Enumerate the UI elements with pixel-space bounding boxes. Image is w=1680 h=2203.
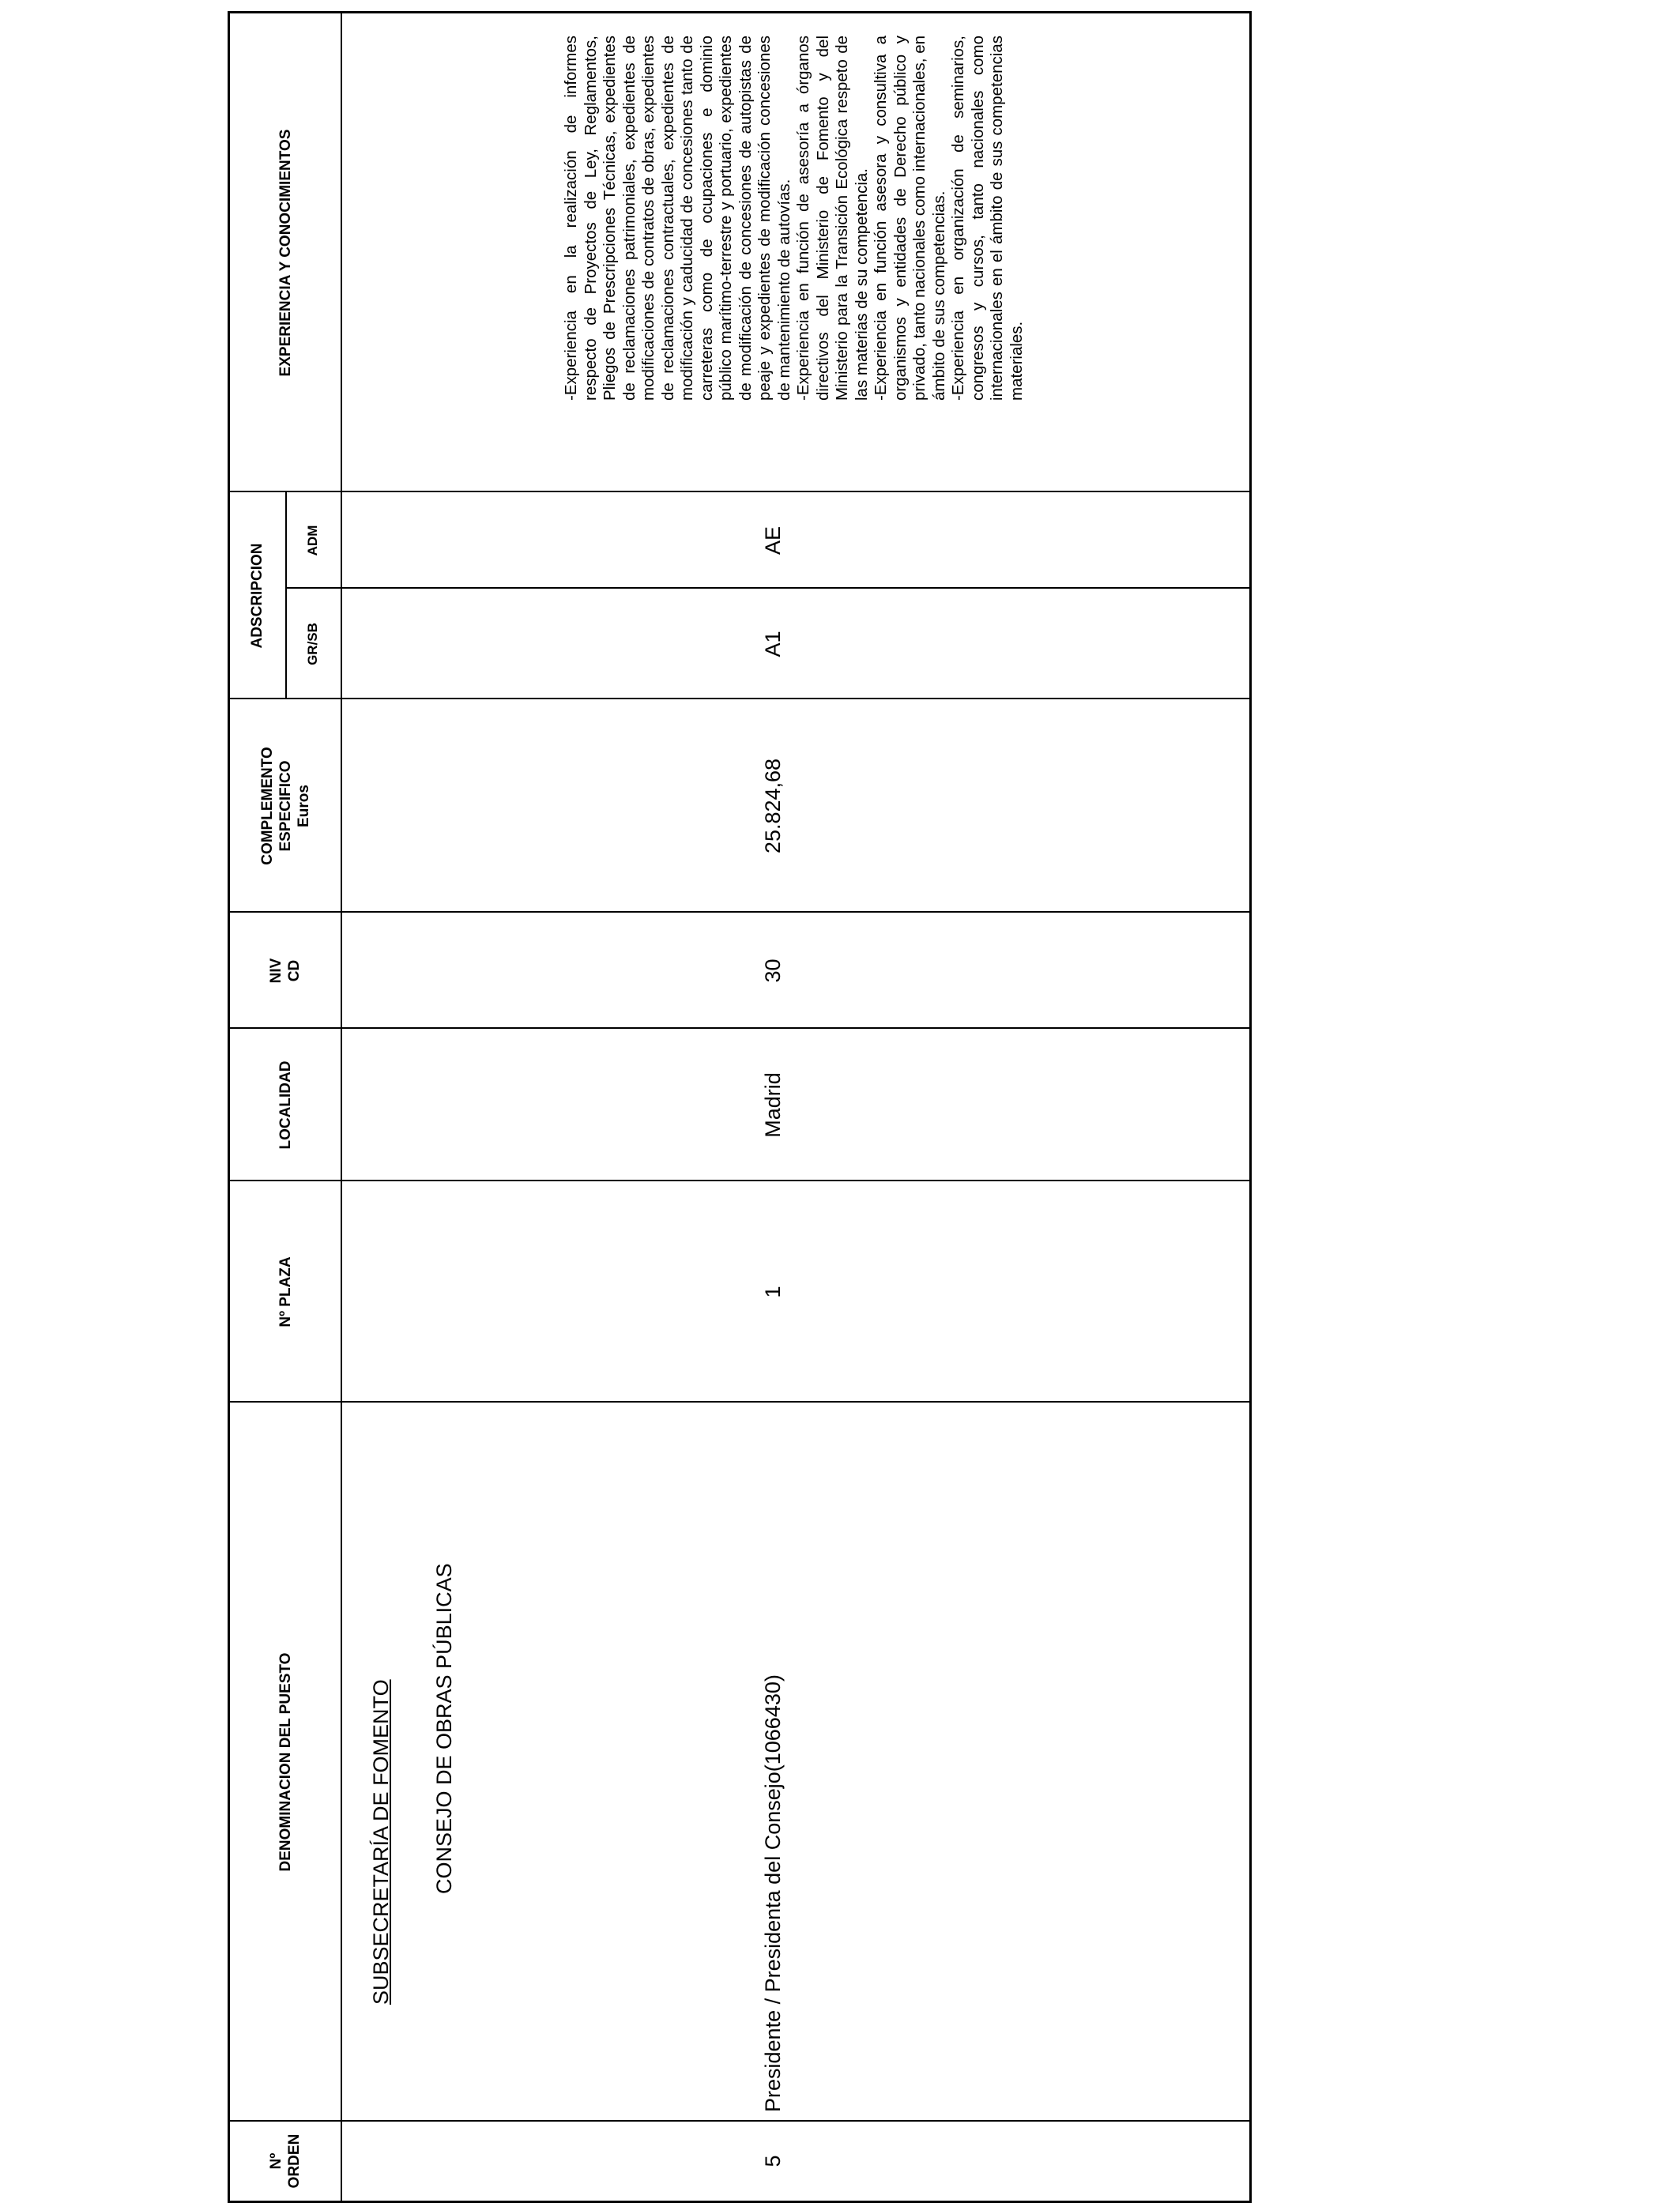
ministry-heading: SUBSECRETARÍA DE FOMENTO xyxy=(369,1679,393,2005)
header-nivel xyxy=(230,913,341,1029)
col-divider-6 xyxy=(230,698,1249,699)
header-plaza-label: Nº PLAZA xyxy=(277,1256,294,1327)
header-orden xyxy=(230,2122,341,2201)
row-adm: AE xyxy=(761,525,785,555)
row-experiencia xyxy=(562,36,1026,401)
header-orden-line2: ORDEN xyxy=(286,2133,303,2189)
row-plaza: 1 xyxy=(761,1286,785,1298)
header-complemento xyxy=(230,699,341,913)
row-denominacion: Presidente / Presidenta del Consejo(1066430) xyxy=(761,1674,785,2112)
experiencia-paragraph: -Experiencia en la realización de informes respecto de Proyectos de Ley, Reglamentos, Pliegos de Prescripciones Técnicas, expedientes de reclamaciones patrimoniales, expedientes de modificaciones de contratos de obras, expedientes de reclamaciones contractuales, expedientes de modificación y caducidad de concesiones tanto de carreteras como de ocupaciones e dominio público marítimo-terrestre y portuario, expedientes de modificación de concesiones de autopistas de peaje y expedientes de modificación concesiones de mantenimiento de autovías. xyxy=(562,36,793,401)
row-localidad: Madrid xyxy=(761,1072,785,1138)
header-experiencia-label: EXPERIENCIA Y CONOCIMIENTOS xyxy=(277,129,294,377)
col-divider-3 xyxy=(230,1180,1249,1181)
header-grsb-label: GR/SB xyxy=(305,623,320,665)
header-adm xyxy=(285,492,341,589)
header-denominacion xyxy=(230,1403,341,2122)
header-adscripcion-label: ADSCRIPCION xyxy=(249,543,266,649)
row-complemento: 25.824,68 xyxy=(761,758,785,854)
header-adscripcion xyxy=(230,492,285,699)
header-localidad xyxy=(230,1029,341,1181)
col-divider-5 xyxy=(230,911,1249,913)
header-nivel-line1: NIV xyxy=(268,958,284,984)
council-heading: CONSEJO DE OBRAS PÚBLICAS xyxy=(432,1563,456,1894)
header-orden-line1: Nº xyxy=(268,2152,284,2170)
col-divider-4 xyxy=(230,1027,1249,1029)
row-orden: 5 xyxy=(761,2155,785,2167)
job-positions-table xyxy=(228,11,1252,2203)
header-complemento-line3: Euros xyxy=(295,785,312,827)
header-adm-label: ADM xyxy=(305,525,320,556)
header-denominacion-label: DENOMINACION DEL PUESTO xyxy=(277,1652,294,1872)
header-divider xyxy=(341,13,342,2201)
row-nivel: 30 xyxy=(761,958,785,983)
col-divider-2 xyxy=(230,1401,1249,1403)
header-experiencia xyxy=(230,13,341,492)
header-plaza xyxy=(230,1181,341,1403)
header-complemento-line1: COMPLEMENTO xyxy=(258,747,276,865)
experiencia-paragraph: -Experiencia en función de asesoría a órganos directivos del Ministerio de Fomento y del Ministerio para la Transición Ecológica respeto de las materias de su competencia. xyxy=(794,36,871,401)
row-grsb: A1 xyxy=(761,631,785,657)
header-localidad-label: LOCALIDAD xyxy=(277,1060,294,1150)
header-complemento-line2: ESPECIFICO xyxy=(277,760,294,852)
col-divider-8 xyxy=(230,491,1249,492)
experiencia-paragraph: -Experiencia en función asesora y consultiva a organismos y entidades de Derecho público y privado, tanto nacionales como internacionales, en ámbito de sus competencias. xyxy=(872,36,948,401)
experiencia-paragraph: -Experiencia en organización de seminarios, congresos y cursos, tanto nacionales como internacionales en el ámbito de sus competencias materiales. xyxy=(949,36,1026,401)
header-grsb xyxy=(285,589,341,699)
col-divider-1 xyxy=(230,2120,1249,2122)
header-nivel-line2: CD xyxy=(286,959,303,982)
